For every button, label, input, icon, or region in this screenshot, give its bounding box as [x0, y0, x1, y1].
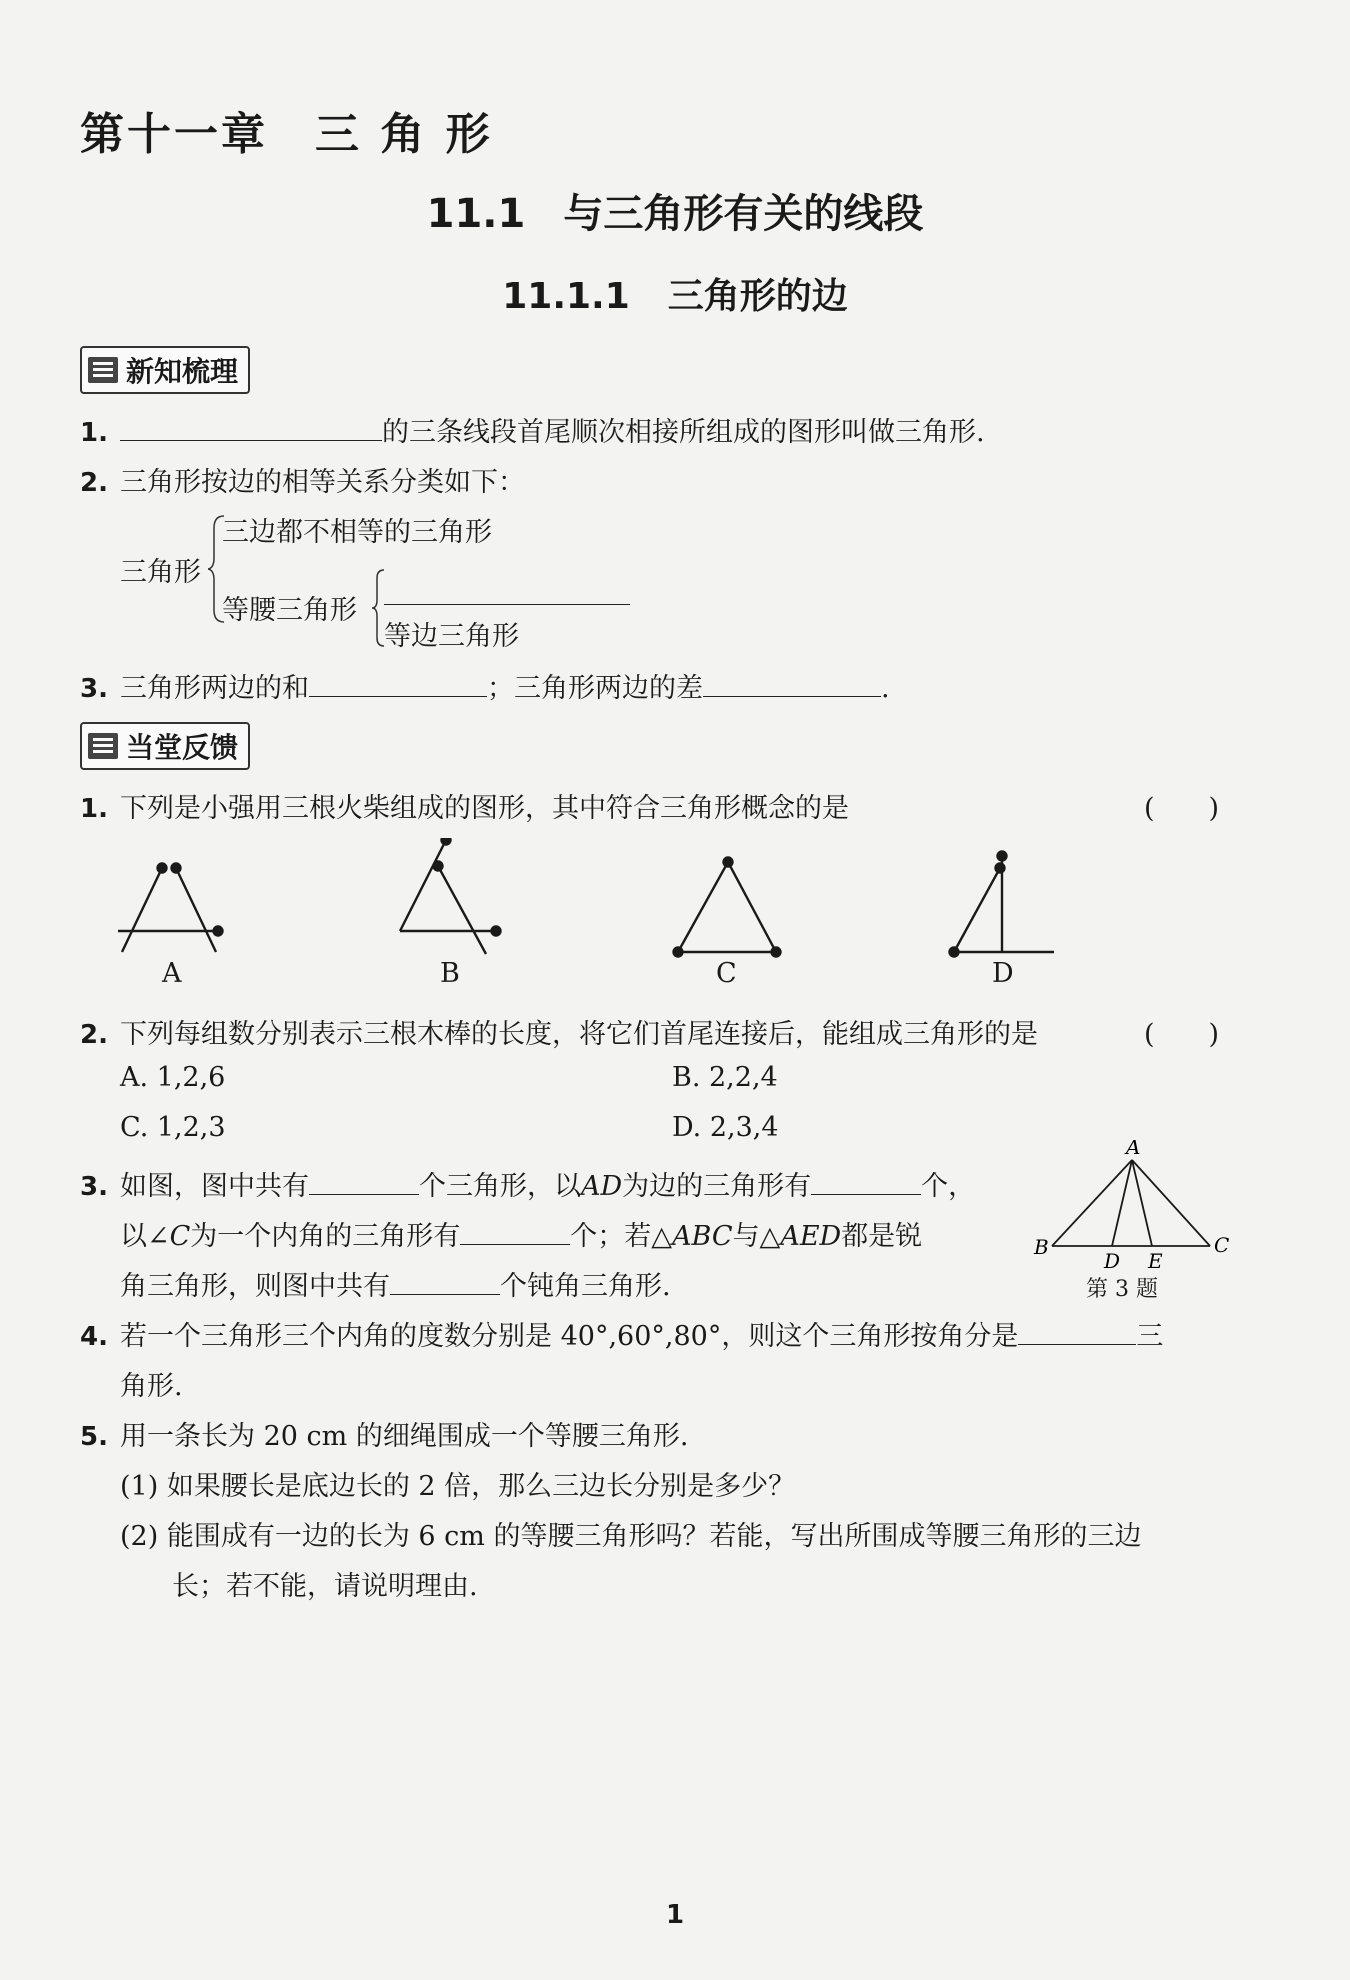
- feedback-badge: [80, 722, 250, 770]
- chapter-title: 第十一章 三 角 形: [80, 109, 493, 160]
- classification-root: 三角形: [120, 557, 201, 588]
- triangle-aed: AED: [780, 1221, 842, 1252]
- new-knowledge-badge: [80, 346, 250, 394]
- p2-question-3-line-1: [80, 1164, 975, 1203]
- classification-branch-isosceles: 等腰三角形: [222, 595, 357, 626]
- p2-question-2: [80, 1012, 1038, 1051]
- p2-question-5-sub-2-cont: 长；若不能，请说明理由.: [172, 1571, 478, 1602]
- question-text: 为边的三角形有: [622, 1171, 812, 1202]
- option-c[interactable]: C. 1,2,3: [120, 1112, 226, 1143]
- figure-c: [674, 858, 781, 957]
- classification-sub-equilateral: 等边三角形: [384, 621, 519, 652]
- answer-blank-angle-type[interactable]: [1018, 1320, 1136, 1345]
- question-text-b: ；三角形两边的差: [487, 673, 703, 704]
- question-number: 2.: [80, 1020, 108, 1050]
- vertex-label-d: D: [1104, 1249, 1121, 1270]
- question-text: 个；若△: [570, 1221, 673, 1252]
- question-text: 下列每组数分别表示三根木棒的长度，将它们首尾连接后，能组成三角形的是: [120, 1019, 1038, 1050]
- figure-label-b: B: [440, 958, 460, 989]
- triangle-abc: ABC: [672, 1221, 733, 1252]
- question-number: 1.: [80, 794, 108, 824]
- matchstick-figures: [110, 838, 1110, 998]
- segment-ad: AD: [581, 1171, 623, 1202]
- answer-blank-total-triangles[interactable]: [309, 1170, 419, 1195]
- badge-label: 当堂反馈: [126, 731, 239, 764]
- page-number: 1: [665, 1900, 685, 1930]
- badge-label: 新知梳理: [126, 355, 239, 388]
- question-text: 下列是小强用三根火柴组成的图形，其中符合三角形概念的是: [120, 793, 849, 824]
- isosceles-blank[interactable]: [384, 604, 630, 605]
- answer-blank-diff[interactable]: [703, 672, 881, 697]
- triangle-figure: [1030, 1140, 1240, 1270]
- question-text-a: 三角形两边的和: [120, 673, 309, 704]
- question-number: 5.: [80, 1422, 108, 1452]
- answer-blank-obtuse[interactable]: [390, 1270, 500, 1295]
- figure-label-a: A: [162, 958, 182, 989]
- answer-blank[interactable]: [120, 416, 382, 441]
- angle-c: C: [169, 1221, 191, 1252]
- answer-paren[interactable]: ( ): [1144, 793, 1220, 824]
- figure-label-d: D: [992, 958, 1014, 989]
- figure-caption: 第 3 题: [1086, 1277, 1158, 1302]
- question-text: 个，: [921, 1171, 976, 1202]
- subsection-name: 三角形的边: [667, 276, 848, 317]
- question-text: 用一条长为 20 cm 的细绳围成一个等腰三角形.: [120, 1421, 689, 1452]
- p2-question-3-line-2: [120, 1214, 922, 1253]
- p2-question-1: [80, 786, 849, 825]
- p2-question-5-sub-1: (1) 如果腰长是底边长的 2 倍，那么三边长分别是多少？: [120, 1471, 796, 1502]
- question-text: 的三条线段首尾顺次相接所组成的图形叫做三角形.: [382, 417, 985, 448]
- question-text: 如图，图中共有: [120, 1171, 309, 1202]
- subsection-number: 11.1.1: [502, 276, 630, 317]
- p2-question-5-sub-2: (2) 能围成有一边的长为 6 cm 的等腰三角形吗？若能，写出所围成等腰三角形的三边: [120, 1521, 1142, 1552]
- answer-blank-sum[interactable]: [309, 672, 487, 697]
- question-end: 三: [1136, 1321, 1164, 1352]
- question-text: 都是锐: [841, 1221, 923, 1252]
- option-d[interactable]: D. 2,3,4: [672, 1112, 779, 1143]
- p1-question-1: [80, 410, 985, 449]
- answer-blank-angle-c[interactable]: [460, 1220, 570, 1245]
- p2-question-5: [80, 1414, 688, 1453]
- figure-b: [400, 838, 501, 954]
- book-icon: [88, 357, 118, 383]
- p2-question-4: [80, 1314, 1163, 1353]
- question-text: 以∠: [120, 1221, 170, 1252]
- question-number: 3.: [80, 1172, 108, 1202]
- answer-paren[interactable]: ( ): [1144, 1019, 1220, 1050]
- section-title: [0, 182, 1350, 239]
- question-end: .: [881, 673, 890, 704]
- p2-question-4-cont: 角形.: [120, 1371, 183, 1402]
- section-name: 与三角形有关的线段: [563, 191, 924, 237]
- p1-question-2: [80, 460, 525, 499]
- vertex-label-c: C: [1214, 1233, 1230, 1257]
- vertex-label-b: B: [1034, 1235, 1049, 1259]
- question-text: 为一个内角的三角形有: [190, 1221, 461, 1252]
- subsection-title: [0, 268, 1350, 319]
- option-a[interactable]: A. 1,2,6: [120, 1062, 226, 1093]
- classification-branch-scalene: 三边都不相等的三角形: [222, 517, 492, 548]
- question-text: 个三角形，以: [419, 1171, 581, 1202]
- question-number: 1.: [80, 418, 108, 448]
- vertex-label-e: E: [1148, 1249, 1163, 1270]
- p1-question-3: [80, 666, 890, 705]
- question-number: 4.: [80, 1322, 108, 1352]
- pencil-icon: [88, 733, 118, 759]
- p2-question-3-line-3: [120, 1264, 671, 1303]
- figure-a: [118, 864, 223, 953]
- section-number: 11.1: [426, 191, 526, 237]
- question-number: 3.: [80, 674, 108, 704]
- question-text: 与△: [732, 1221, 781, 1252]
- question-text: 三角形按边的相等关系分类如下：: [120, 467, 525, 498]
- question-number: 2.: [80, 468, 108, 498]
- answer-blank-ad-triangles[interactable]: [811, 1170, 921, 1195]
- figure-d: [950, 852, 1055, 957]
- option-b[interactable]: B. 2,2,4: [672, 1062, 778, 1093]
- question-text: 角三角形，则图中共有: [120, 1271, 390, 1302]
- vertex-label-a: A: [1126, 1140, 1141, 1159]
- question-text: 个钝角三角形.: [500, 1271, 671, 1302]
- question-text: 若一个三角形三个内角的度数分别是 40°,60°,80°，则这个三角形按角分是: [120, 1321, 1019, 1352]
- figure-label-c: C: [716, 958, 737, 989]
